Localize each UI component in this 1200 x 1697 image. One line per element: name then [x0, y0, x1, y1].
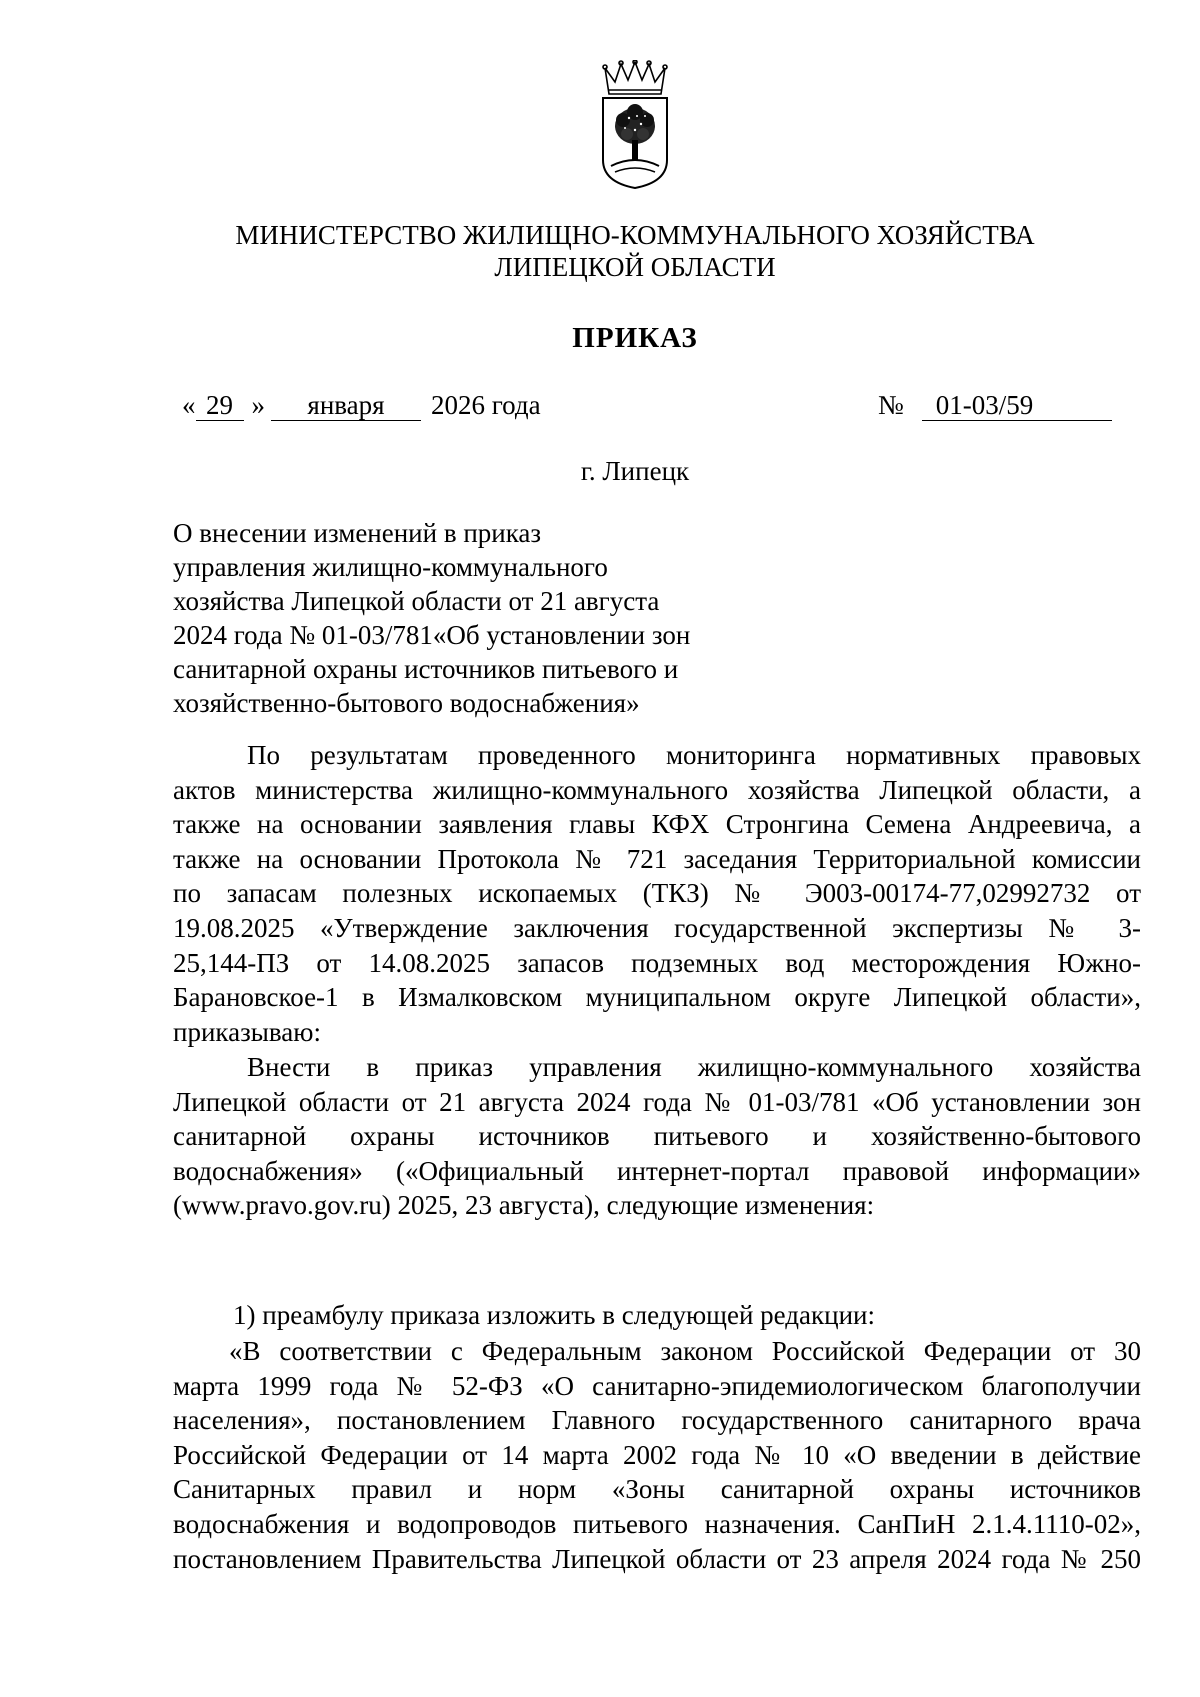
order-number	[878, 388, 1112, 422]
number-value-text: 01-03/59	[935, 390, 1034, 420]
paragraph-line: водоснабжения» («Официальный интернет-портал правовой информации»	[173, 1155, 1141, 1186]
paragraph-line: по запасам полезных ископаемых (ТКЗ) № Э003-00174-77,02992732 от	[173, 878, 1141, 909]
paragraph-line: Российской Федерации от 14 марта 2002 года № 10 «О введении в действие	[173, 1439, 1141, 1470]
subject-line: санитарной охраны источников питьевого и	[173, 654, 679, 684]
order-date	[182, 388, 541, 422]
paragraph-line: Липецкой области от 21 августа 2024 года № 01-03/781 «Об установлении зон	[173, 1086, 1141, 1117]
paragraph-line: также на основании Протокола № 721 заседания Территориальной комиссии	[173, 843, 1141, 874]
subject-line: управления жилищно-коммунального	[173, 552, 608, 582]
paragraph-line: Внести в приказ управления жилищно-коммунального хозяйства	[247, 1052, 1141, 1082]
paragraph-line: (www.pravo.gov.ru) 2025, 23 августа), следующие изменения:	[173, 1190, 875, 1221]
paragraph-1	[173, 738, 1141, 1049]
coat-of-arms-emblem	[597, 60, 673, 190]
date-year: 2026 года	[431, 390, 541, 420]
paragraph-line: Санитарных правил и норм «Зоны санитарной охраны источников	[173, 1474, 1141, 1505]
date-open-quote: «	[182, 390, 196, 420]
paragraph-line: марта 1999 года № 52-ФЗ «О санитарно-эпидемиологическом благополучии	[173, 1370, 1141, 1401]
paragraph-line: водоснабжения и водопроводов питьевого назначения. СанПиН 2.1.4.1110-02»,	[173, 1508, 1141, 1539]
paragraph-line: 25,144-ПЗ от 14.08.2025 запасов подземных вод месторождения Южно-	[173, 947, 1141, 978]
date-close-quote: »	[251, 390, 265, 420]
date-day: 29	[196, 390, 244, 421]
subject-line: 2024 года № 01-03/781«Об установлении зон	[173, 620, 691, 650]
ministry-name-line1: МИНИСТЕРСТВО ЖИЛИЩНО-КОММУНАЛЬНОГО ХОЗЯЙСТВА	[235, 220, 1035, 250]
city-name: г. Липецк	[580, 456, 690, 486]
date-month: января	[271, 390, 421, 421]
list-item-1	[173, 1298, 1141, 1333]
document-type-title: ПРИКАЗ	[572, 322, 698, 354]
paragraph-line: По результатам проведенного мониторинга нормативных правовых	[247, 740, 1141, 770]
paragraph-line: населения», постановлением Главного государственного санитарного врача	[173, 1405, 1141, 1436]
subject-line: О внесении изменений в приказ	[173, 518, 542, 548]
paragraph-line: приказываю:	[173, 1016, 321, 1047]
paragraph-line: постановлением Правительства Липецкой области от 23 апреля 2024 года № 250	[173, 1543, 1141, 1574]
ministry-name-line2: ЛИПЕЦКОЙ ОБЛАСТИ	[494, 252, 776, 282]
paragraph-line: также на основании заявления главы КФХ Стронгина Семена Андреевича, а	[173, 809, 1141, 840]
subject-line: хозяйства Липецкой области от 21 августа	[173, 586, 660, 616]
paragraph-line: актов министерства жилищно-коммунального хозяйства Липецкой области, а	[173, 774, 1141, 805]
paragraph-line: Барановское-1 в Измалковском муниципальном округе Липецкой области»,	[173, 982, 1141, 1013]
paragraph-line: санитарной охраны источников питьевого и хозяйственно-бытового	[173, 1121, 1141, 1152]
paragraph-3	[173, 1334, 1141, 1576]
list-item-text: 1) преамбулу приказа изложить в следующей редакции:	[233, 1300, 875, 1330]
subject-line: хозяйственно-бытового водоснабжения»	[173, 688, 640, 718]
paragraph-line: «В соответствии с Федеральным законом Российской Федерации от 30	[229, 1336, 1141, 1366]
paragraph-line: 19.08.2025 «Утверждение заключения государственной экспертизы № 3-	[173, 912, 1141, 943]
number-sign: №	[878, 390, 904, 420]
number-value	[922, 390, 1112, 421]
paragraph-2	[173, 1050, 1141, 1223]
order-subject	[173, 516, 733, 720]
